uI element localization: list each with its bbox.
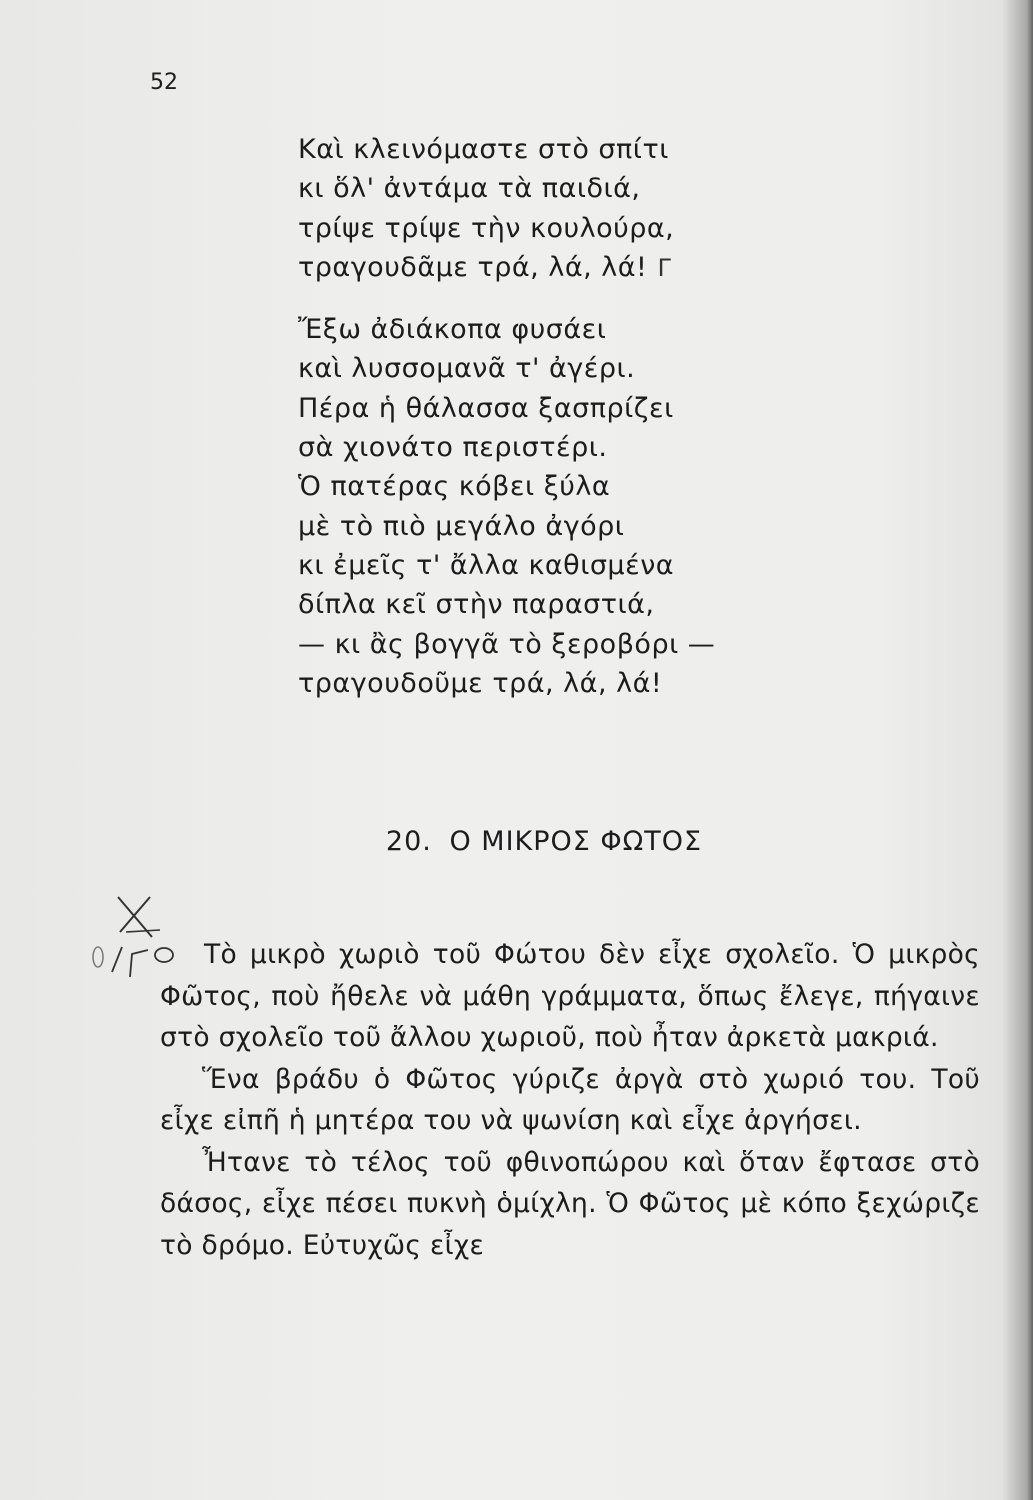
paragraph: Τὸ μικρὸ χωριὸ τοῦ Φώτου δὲν εἶχε σχολεῖο. Ὁ μικρὸς Φῶτος, ποὺ ἤθελε νὰ μάθη γράμματα, ὅπως ἔλεγε, πήγαινε στὸ σχολεῖο τοῦ ἄλλου χωριοῦ, ποὺ ἦταν ἀρκετὰ μακριά. — [160, 939, 980, 1053]
paragraph: Ἦτανε τὸ τέλος τοῦ φθινοπώρου καὶ ὅταν ἔφτασε στὸ δάσος, εἶχε πέσει πυκνὴ ὁμίχλη. Ὁ Φῶτος μὲ κόπο ξεχώριζε τὸ δρόμο. Εὐτυχῶς εἶχε — [160, 1146, 980, 1261]
section-number: 20. — [385, 826, 432, 857]
section-heading — [0, 826, 1033, 857]
page-number: 52 — [150, 70, 178, 95]
poem-line: κι ὅλ' ἀντάμα τὰ παιδιά, — [298, 173, 641, 205]
poem-line: τραγουδᾶμε τρά, λά, λά! — [298, 251, 648, 283]
poem-line: — κι ἂς βογγᾶ τὸ ξεροβόρι — — [298, 628, 716, 660]
poem-stanza-1 — [298, 130, 715, 288]
poem-stanza-2 — [298, 310, 715, 703]
poem-line: Ἔξω ἀδιάκοπα φυσάει — [298, 314, 607, 346]
poem-line: Ὁ πατέρας κόβει ξύλα — [298, 471, 611, 503]
paragraph: Ἕνα βράδυ ὁ Φῶτος γύριζε ἀργὰ στὸ χωριό του. Τοῦ εἶχε εἰπῆ ἡ μητέρα του νὰ ψωνίση καὶ εἶχε ἀργήσει. — [160, 1063, 980, 1136]
page-edge-shadow — [1027, 0, 1033, 1500]
poem-line: καὶ λυσσομανᾶ τ' ἀγέρι. — [298, 353, 636, 385]
poem-line: τρίψε τρίψε τὴν κουλούρα, — [298, 212, 675, 244]
handwritten-mark: Γ — [657, 253, 673, 282]
poem-line: κι ἐμεῖς τ' ἄλλα καθισμένα — [298, 549, 675, 581]
poem-line: δίπλα κεῖ στὴν παραστιά, — [298, 589, 655, 621]
poem-line: μὲ τὸ πιὸ μεγάλο ἀγόρι — [298, 510, 625, 542]
poem-line: σὰ χιονάτο περιστέρι. — [298, 432, 608, 464]
story-text — [160, 934, 980, 1266]
poem-line: Καὶ κλεινόμαστε στὸ σπίτι — [298, 134, 669, 165]
poem — [298, 130, 715, 703]
section-title: Ο ΜΙΚΡΟΣ ΦΩΤΟΣ — [449, 826, 703, 857]
poem-line-with-mark — [298, 248, 715, 288]
poem-line: Πέρα ἡ θάλασσα ξασπρίζει — [298, 392, 674, 424]
poem-line: τραγουδοῦμε τρά, λά, λά! — [298, 667, 663, 699]
